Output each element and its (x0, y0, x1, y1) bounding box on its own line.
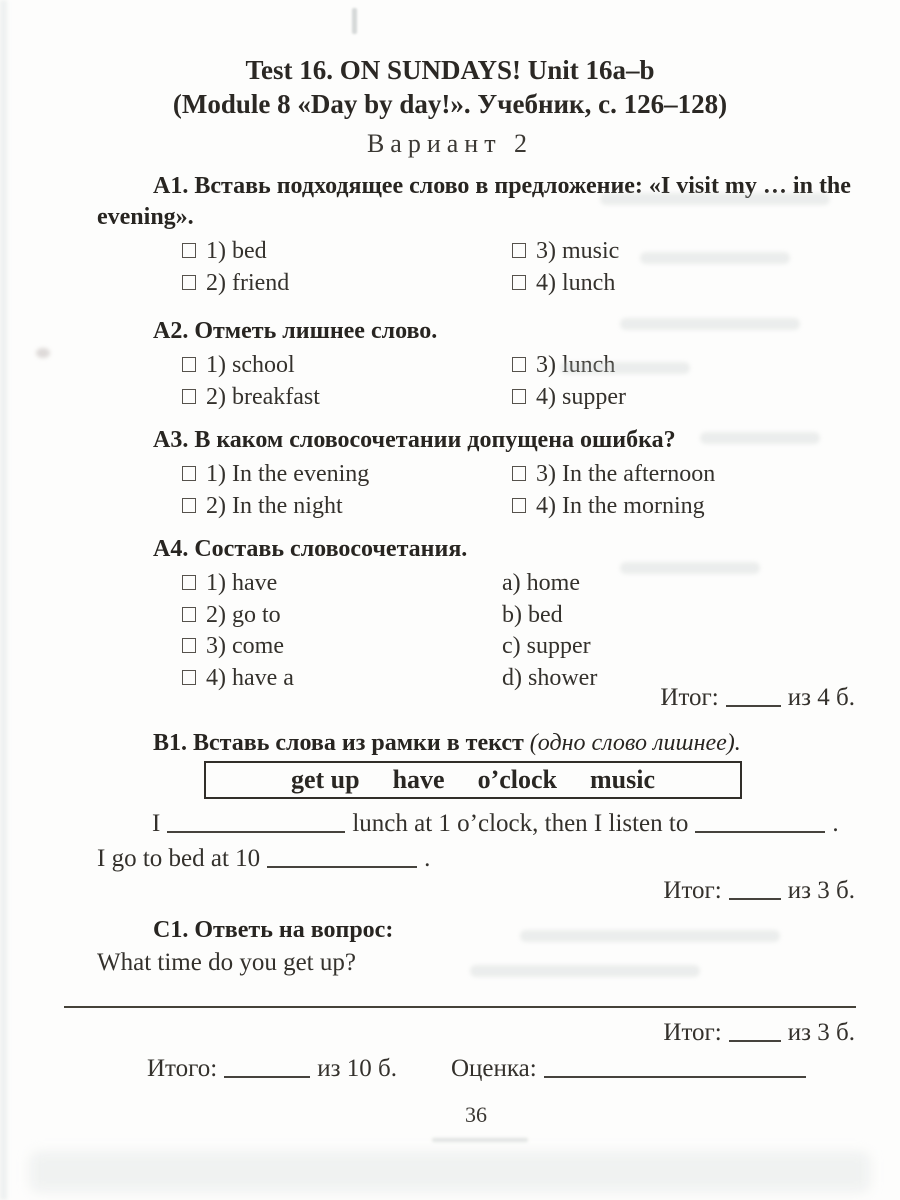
checkbox-icon (182, 498, 196, 513)
option-a2-4 (512, 382, 855, 414)
answer-blank (695, 816, 825, 833)
match-a4-c (502, 631, 855, 663)
checkbox-icon (512, 466, 526, 481)
checkbox-icon (182, 670, 196, 685)
scan-artifact (30, 1152, 870, 1192)
checkbox-icon (512, 357, 526, 372)
score-blank (729, 1025, 781, 1042)
answer-blank (267, 851, 417, 868)
option-label: 1) school (206, 352, 295, 378)
option-a1-2 (182, 268, 512, 300)
task-c1-question: What time do you get up? (97, 949, 356, 976)
task-b1 (97, 728, 855, 759)
total-suffix: из 10 б. (317, 1055, 397, 1082)
sentence-text: . (424, 845, 431, 872)
score-suffix: из 3 б. (787, 877, 855, 904)
sentence-text: I go to bed at 10 (97, 845, 261, 872)
variant-label: Вариант 2 (366, 129, 534, 158)
option-a3-3 (512, 459, 855, 491)
task-b1-heading-note: (одно слово лишнее). (529, 730, 741, 756)
checkbox-icon (182, 357, 196, 372)
scan-artifact (620, 562, 760, 574)
totals-line (97, 1055, 855, 1083)
grade-blank (544, 1061, 806, 1078)
task-a4-options (182, 568, 855, 694)
task-a4 (97, 534, 855, 694)
option-label: 3) music (536, 238, 620, 264)
task-c1-heading: С1. Ответь на вопрос: (153, 917, 394, 943)
checkbox-icon (182, 389, 196, 404)
fill-in-sentence-1 (97, 810, 867, 838)
total-label: Итого: (147, 1055, 218, 1082)
checkbox-icon (182, 466, 196, 481)
option-a3-1 (182, 459, 512, 491)
option-a4-1 (182, 568, 502, 600)
word-bank-item: have (392, 765, 445, 794)
test-subtitle: (Module 8 «Day by day!». Учебник, с. 126–128) (172, 89, 728, 119)
sentence-text: I (152, 810, 161, 837)
option-a2-2 (182, 382, 512, 414)
option-label: 4) have a (206, 664, 294, 691)
score-label: Итог: (663, 877, 722, 904)
task-a2 (97, 316, 855, 413)
score-line-a4 (97, 684, 855, 712)
match-label: d) shower (502, 664, 598, 691)
match-label: a) home (502, 570, 580, 596)
scan-artifact (470, 965, 700, 977)
checkbox-icon (182, 243, 196, 258)
score-blank (729, 883, 781, 900)
scan-artifact (0, 0, 7, 1200)
task-a1-heading: А1. Вставь подходящее слово в предложение: «I visit my … in the evening». (97, 173, 851, 230)
option-label: 2) breakfast (206, 383, 320, 410)
checkbox-icon (512, 498, 526, 513)
grade-label: Оценка: (450, 1055, 537, 1082)
page-number: 36 (465, 1102, 487, 1127)
option-a1-1 (182, 236, 512, 268)
checkbox-icon (182, 638, 196, 653)
task-a1-options (182, 236, 855, 299)
option-a4-3 (182, 631, 502, 663)
scan-artifact (432, 1138, 528, 1142)
option-label: 2) friend (206, 269, 290, 296)
answer-writing-line (64, 1006, 856, 1008)
checkbox-icon (512, 243, 526, 258)
task-b1-heading-main: В1. Вставь слова из рамки в текст (153, 730, 524, 756)
option-a2-1 (182, 350, 512, 382)
word-bank-item: o’clock (477, 765, 558, 794)
scan-artifact (352, 8, 357, 34)
checkbox-icon (182, 575, 196, 590)
word-bank-box (204, 761, 742, 799)
option-a4-2 (182, 600, 502, 632)
task-a4-heading: А4. Составь словосочетания. (153, 536, 468, 562)
option-a3-4 (512, 491, 855, 523)
score-label: Итог: (663, 1019, 722, 1046)
score-suffix: из 4 б. (787, 684, 855, 711)
option-label: 3) lunch (536, 352, 616, 378)
score-suffix: из 3 б. (787, 1019, 855, 1046)
sentence-text: . (832, 810, 839, 837)
sentence-text: lunch at 1 o’clock, then I listen to (352, 810, 689, 837)
task-b1-heading (97, 728, 855, 759)
score-label: Итог: (660, 684, 719, 711)
option-label: 3) In the afternoon (536, 461, 716, 487)
option-label: 1) In the evening (206, 461, 370, 487)
scan-artifact (700, 432, 820, 444)
task-a3-options (182, 459, 855, 522)
word-bank-item: get up (290, 765, 360, 794)
option-label: 1) have (206, 570, 278, 596)
task-a1 (97, 171, 855, 299)
scan-artifact (620, 318, 800, 330)
checkbox-icon (512, 389, 526, 404)
option-a1-4 (512, 268, 855, 300)
option-label: 2) In the night (206, 492, 343, 519)
score-line-c1 (97, 1019, 855, 1047)
checkbox-icon (182, 275, 196, 290)
scan-artifact (600, 193, 830, 205)
task-a2-heading: А2. Отметь лишнее слово. (153, 318, 438, 344)
task-a2-options (182, 350, 855, 413)
scan-artifact (520, 930, 780, 942)
option-label: 4) supper (536, 383, 626, 410)
checkbox-icon (512, 275, 526, 290)
word-bank-item: music (590, 765, 656, 794)
total-blank (224, 1061, 310, 1078)
match-a4-b (502, 600, 855, 632)
answer-blank (167, 816, 345, 833)
option-a3-2 (182, 491, 512, 523)
task-a3-heading: А3. В каком словосочетании допущена ошибка? (153, 427, 676, 453)
fill-in-sentence-2 (97, 845, 867, 873)
option-label: 4) In the morning (536, 492, 705, 519)
match-label: c) supper (502, 633, 591, 659)
match-label: b) bed (502, 601, 563, 628)
option-label: 1) bed (206, 238, 267, 264)
test-title: Test 16. ON SUNDAYS! Unit 16a–b (245, 55, 655, 85)
option-label: 2) go to (206, 601, 281, 628)
option-label: 3) come (206, 633, 284, 659)
checkbox-icon (182, 607, 196, 622)
score-line-b1 (97, 877, 855, 905)
scan-artifact (36, 348, 50, 358)
scan-artifact (560, 362, 690, 374)
score-blank (726, 690, 781, 707)
scan-artifact (640, 252, 790, 264)
option-label: 4) lunch (536, 269, 616, 296)
